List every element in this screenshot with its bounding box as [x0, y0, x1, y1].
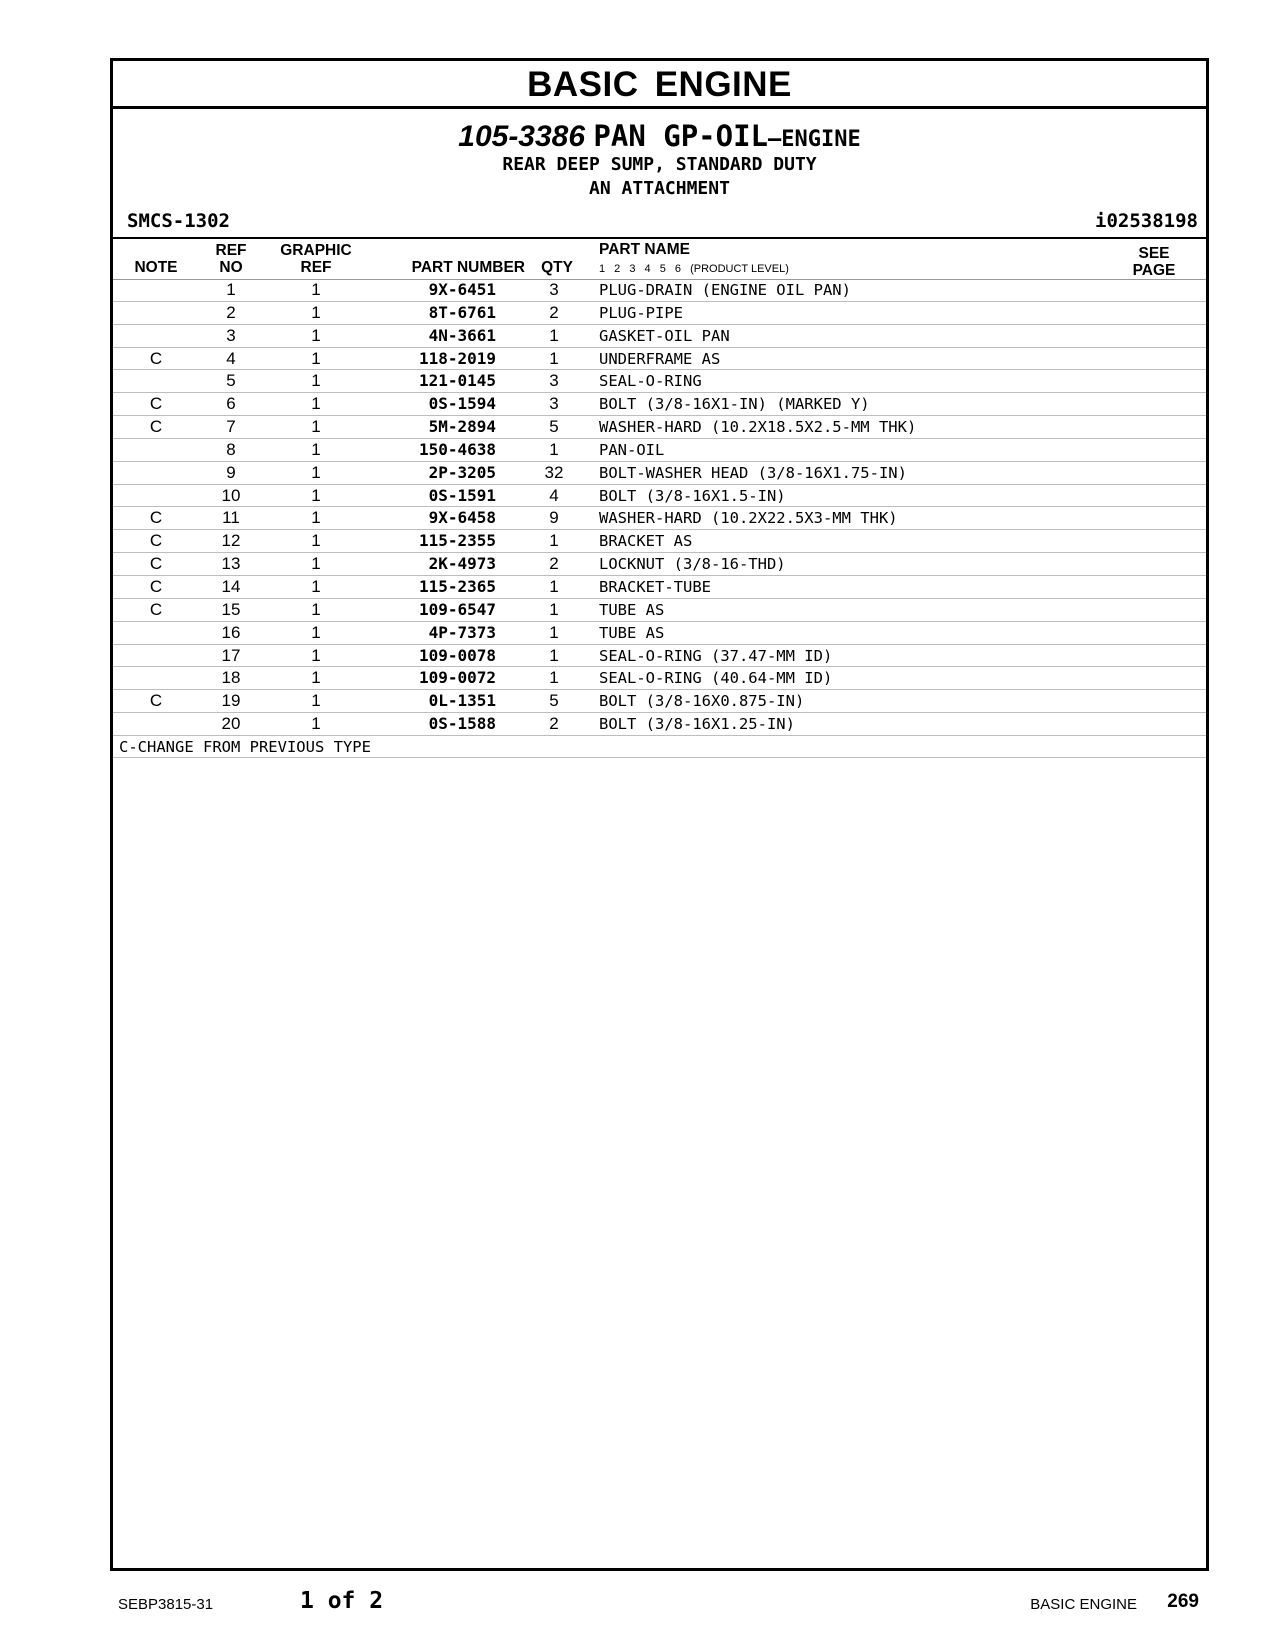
- ref-no-cell: 14: [221, 576, 241, 596]
- part-name-cell: SEAL-O-RING (40.64-MM ID): [599, 669, 833, 688]
- parts-table-body: [113, 279, 1206, 758]
- note-cell: C: [149, 576, 163, 596]
- ref-no-cell: 16: [221, 622, 241, 642]
- qty-cell: 32: [544, 462, 564, 482]
- graphic-ref-cell: 1: [311, 394, 321, 414]
- part-number-cell: 115-2355: [418, 531, 496, 551]
- group-number: 105-3386: [458, 120, 586, 153]
- part-number-cell: 4N-3661: [428, 325, 496, 345]
- table-row: [113, 530, 1206, 553]
- qty-cell: 1: [549, 325, 559, 345]
- graphic-ref-cell: 1: [311, 417, 321, 437]
- ref-no-cell: 17: [221, 645, 241, 665]
- part-number-cell: 8T-6761: [428, 302, 496, 322]
- part-number-cell: 109-0072: [418, 668, 496, 688]
- ref-no-cell: 1: [226, 280, 236, 299]
- col-ref: [201, 242, 261, 276]
- part-name-cell: LOCKNUT (3/8-16-THD): [599, 555, 786, 574]
- graphic-ref-cell: 1: [311, 576, 321, 596]
- graphic-ref-cell: 1: [311, 599, 321, 619]
- part-number-cell: 2K-4973: [428, 554, 496, 574]
- col-product-levels: [599, 261, 789, 278]
- graphic-ref-cell: 1: [311, 714, 321, 734]
- qty-cell: 1: [549, 668, 559, 688]
- qty-cell: 2: [549, 554, 559, 574]
- qty-cell: 1: [549, 576, 559, 596]
- qty-cell: 1: [549, 599, 559, 619]
- col-part-number: PART NUMBER: [411, 259, 525, 276]
- qty-cell: 3: [549, 394, 559, 414]
- col-ref-line1: REF: [215, 242, 247, 259]
- part-number-cell: 5M-2894: [428, 417, 496, 437]
- part-number-cell: 2P-3205: [428, 462, 496, 482]
- part-name-cell: BOLT (3/8-16X1.25-IN): [599, 715, 795, 734]
- note-cell: C: [149, 531, 163, 551]
- part-name-cell: SEAL-O-RING: [599, 372, 702, 391]
- col-graphic-line2: REF: [300, 259, 332, 276]
- part-number-cell: 9X-6458: [428, 508, 496, 528]
- part-number-cell: 4P-7373: [428, 622, 496, 642]
- part-number-cell: 118-2019: [418, 348, 496, 368]
- qty-cell: 1: [549, 645, 559, 665]
- group-subtitle-1: REAR DEEP SUMP, STANDARD DUTY: [502, 154, 817, 175]
- part-name-cell: UNDERFRAME AS: [599, 349, 721, 368]
- note-cell: C: [149, 691, 163, 711]
- part-number-cell: 121-0145: [418, 371, 496, 391]
- col-graphic-line1: GRAPHIC: [280, 242, 352, 259]
- qty-cell: 5: [549, 417, 559, 437]
- table-row: [113, 279, 1206, 302]
- part-name-cell: BOLT-WASHER HEAD (3/8-16X1.75-IN): [599, 463, 907, 482]
- note-cell: C: [149, 394, 163, 414]
- note-cell: C: [149, 554, 163, 574]
- part-name-cell: PAN-OIL: [599, 440, 665, 459]
- part-name-cell: BOLT (3/8-16X0.875-IN): [599, 692, 805, 711]
- qty-cell: 1: [549, 531, 559, 551]
- table-row: [113, 416, 1206, 439]
- part-number-cell: 115-2365: [418, 576, 496, 596]
- graphic-ref-cell: 1: [311, 280, 321, 299]
- table-row: [113, 370, 1206, 393]
- ref-no-cell: 3: [226, 325, 236, 345]
- table-row: [113, 439, 1206, 462]
- group-title: [113, 119, 1206, 157]
- table-row: [113, 713, 1206, 736]
- table-header: [113, 239, 1206, 280]
- graphic-ref-cell: 1: [311, 554, 321, 574]
- graphic-ref-cell: 1: [311, 348, 321, 368]
- part-number-cell: 150-4638: [418, 439, 496, 459]
- group-name: PAN GP-OIL: [593, 119, 769, 153]
- ref-no-cell: 10: [221, 485, 241, 505]
- col-qty: QTY: [541, 259, 573, 276]
- ref-no-cell: 7: [226, 417, 236, 437]
- qty-cell: 3: [549, 371, 559, 391]
- note-cell: C: [149, 599, 163, 619]
- part-number-cell: 9X-6451: [428, 280, 496, 299]
- part-name-cell: WASHER-HARD (10.2X18.5X2.5-MM THK): [599, 418, 917, 437]
- section-title: BASIC ENGINE: [113, 61, 1206, 109]
- document-id: i02538198: [1095, 210, 1198, 232]
- ref-no-cell: 20: [221, 714, 241, 734]
- col-see-line2: PAGE: [1132, 262, 1176, 279]
- part-name-cell: PLUG-DRAIN (ENGINE OIL PAN): [599, 281, 851, 299]
- group-subtitle-2: AN ATTACHMENT: [589, 178, 730, 199]
- table-row: [113, 302, 1206, 325]
- smcs-code: SMCS-1302: [127, 210, 230, 232]
- graphic-ref-cell: 1: [311, 302, 321, 322]
- table-row: [113, 645, 1206, 668]
- col-note: NOTE: [134, 259, 178, 276]
- graphic-ref-cell: 1: [311, 668, 321, 688]
- table-row: [113, 553, 1206, 576]
- qty-cell: 1: [549, 439, 559, 459]
- part-number-cell: 0L-1351: [428, 691, 496, 711]
- ref-no-cell: 5: [226, 371, 236, 391]
- footer-section-name: BASIC ENGINE: [1030, 1596, 1137, 1613]
- graphic-ref-cell: 1: [311, 645, 321, 665]
- part-name-cell: BRACKET AS: [599, 532, 693, 551]
- ref-no-cell: 15: [221, 599, 241, 619]
- graphic-ref-cell: 1: [311, 531, 321, 551]
- col-graphic-ref: [271, 242, 361, 276]
- ref-no-cell: 8: [226, 439, 236, 459]
- table-row: [113, 462, 1206, 485]
- part-number-cell: 109-6547: [418, 599, 496, 619]
- graphic-ref-cell: 1: [311, 371, 321, 391]
- part-name-cell: BOLT (3/8-16X1-IN) (MARKED Y): [599, 395, 870, 414]
- part-number-cell: 109-0078: [418, 645, 496, 665]
- footer-page-of: 1 of 2: [300, 1588, 384, 1614]
- table-row: [113, 599, 1206, 622]
- part-number-cell: 0S-1594: [428, 394, 496, 414]
- footer-page-number: 269: [1167, 1591, 1199, 1612]
- note-cell: C: [149, 417, 163, 437]
- part-name-cell: SEAL-O-RING (37.47-MM ID): [599, 646, 833, 665]
- ref-no-cell: 11: [222, 508, 240, 528]
- table-row: [113, 622, 1206, 645]
- table-row: [113, 667, 1206, 690]
- table-row: [113, 393, 1206, 416]
- qty-cell: 9: [549, 508, 559, 528]
- part-name-cell: PLUG-PIPE: [599, 303, 683, 322]
- product-level-numbers: 1 2 3 4 5 6: [599, 263, 681, 275]
- graphic-ref-cell: 1: [311, 325, 321, 345]
- part-number-cell: 0S-1591: [428, 485, 496, 505]
- qty-cell: 1: [549, 348, 559, 368]
- qty-cell: 2: [549, 714, 559, 734]
- table-row: [113, 576, 1206, 599]
- graphic-ref-cell: 1: [311, 439, 321, 459]
- table-row: [113, 690, 1206, 713]
- table-row: [113, 348, 1206, 371]
- footnote: C-CHANGE FROM PREVIOUS TYPE: [113, 736, 1206, 758]
- table-row: [113, 325, 1206, 348]
- ref-no-cell: 12: [221, 531, 241, 551]
- graphic-ref-cell: 1: [311, 462, 321, 482]
- ref-no-cell: 19: [221, 691, 241, 711]
- qty-cell: 1: [549, 622, 559, 642]
- ref-no-cell: 2: [226, 302, 236, 322]
- note-cell: C: [149, 348, 163, 368]
- part-name-cell: TUBE AS: [599, 600, 665, 619]
- ref-no-cell: 6: [226, 394, 236, 414]
- graphic-ref-cell: 1: [311, 508, 321, 528]
- part-name-cell: GASKET-OIL PAN: [599, 326, 730, 345]
- ref-no-cell: 13: [221, 554, 241, 574]
- part-number-cell: 0S-1588: [428, 714, 496, 734]
- graphic-ref-cell: 1: [311, 485, 321, 505]
- part-name-cell: TUBE AS: [599, 623, 665, 642]
- col-see-page: [1124, 245, 1184, 279]
- graphic-ref-cell: 1: [311, 622, 321, 642]
- ref-no-cell: 9: [226, 462, 236, 482]
- col-ref-line2: NO: [219, 259, 243, 276]
- group-suffix: —ENGINE: [768, 127, 861, 152]
- graphic-ref-cell: 1: [311, 691, 321, 711]
- page-frame: [110, 58, 1209, 1571]
- part-name-cell: BRACKET-TUBE: [599, 577, 711, 596]
- col-part-name: PART NAME: [599, 241, 690, 258]
- note-cell: C: [149, 508, 163, 528]
- part-name-cell: WASHER-HARD (10.2X22.5X3-MM THK): [599, 509, 898, 528]
- ref-no-cell: 4: [226, 348, 236, 368]
- col-see-line1: SEE: [1138, 245, 1170, 262]
- table-row: [113, 507, 1206, 530]
- ref-no-cell: 18: [221, 668, 241, 688]
- part-name-cell: BOLT (3/8-16X1.5-IN): [599, 486, 786, 505]
- product-level-label: (PRODUCT LEVEL): [690, 263, 789, 275]
- qty-cell: 3: [549, 280, 559, 299]
- qty-cell: 5: [549, 691, 559, 711]
- qty-cell: 4: [549, 485, 559, 505]
- table-row: [113, 485, 1206, 508]
- footer-doc-number: SEBP3815-31: [118, 1596, 214, 1613]
- qty-cell: 2: [549, 302, 559, 322]
